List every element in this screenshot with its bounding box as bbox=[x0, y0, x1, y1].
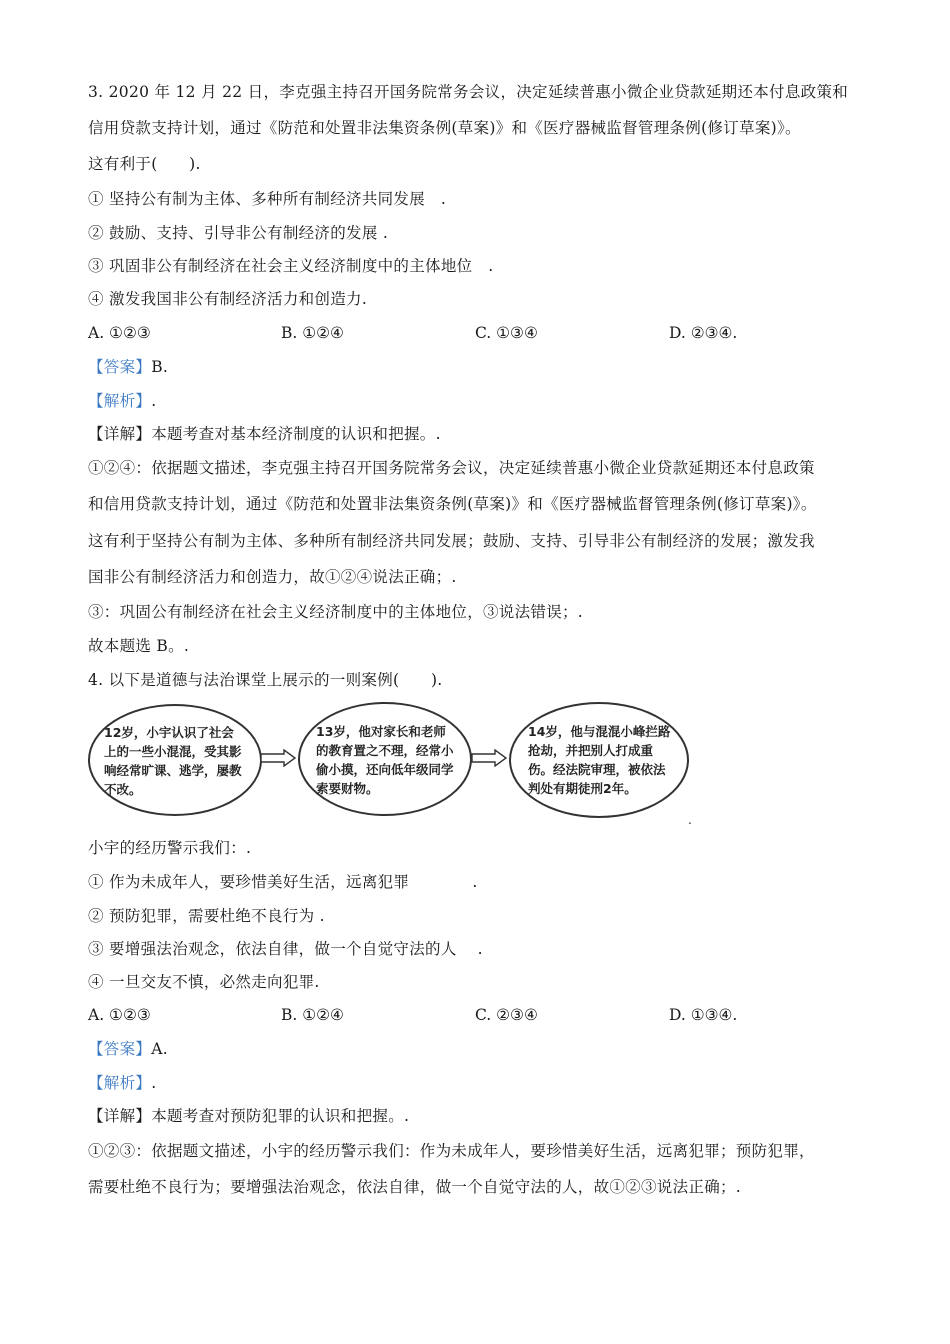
q3-stem-line-2: 信用贷款支持计划，通过《防范和处置非法集资条例(草案)》和《医疗器械监督管理条例(修订草案)》。 bbox=[88, 119, 801, 137]
q3-item-3: ③ 巩固非公有制经济在社会主义经济制度中的主体地位 . bbox=[88, 257, 494, 275]
case-text-age-14: 14岁，他与混混小峰拦路抢劫，并把别人打成重伤。经法院审理，被依法判处有期徒刑2年。 bbox=[528, 724, 671, 796]
q4-option-a: A. ①②③ bbox=[88, 1006, 151, 1024]
q3-analysis bbox=[88, 391, 868, 411]
q4-analysis bbox=[88, 1073, 868, 1093]
q4-detail-first: 本题考查对预防犯罪的认识和把握。. bbox=[151, 1107, 410, 1125]
q3-detail-tag: 【详解】 bbox=[88, 425, 152, 443]
case-text-age-13: 13岁，他对家长和老师的教育置之不理，经常小偷小摸，还向低年级同学索要财物。 bbox=[316, 724, 454, 796]
q3-analysis-tag: 【解析】 bbox=[88, 392, 152, 410]
q4-option-c: C. ②③④ bbox=[475, 1006, 538, 1024]
q3-detail-line-2: 和信用贷款支持计划，通过《防范和处置非法集资条例(草案)》和《医疗器械监督管理条例(修订草案)》。 bbox=[88, 495, 817, 513]
q4-item-1: ① 作为未成年人，要珍惜美好生活，远离犯罪 . bbox=[88, 873, 478, 891]
q4-detail-line-1: ①②③：依据题文描述，小宇的经历警示我们：作为未成年人，要珍惜美好生活，远离犯罪；预防犯罪， bbox=[88, 1142, 815, 1160]
q3-item-1: ① 坚持公有制为主体、多种所有制经济共同发展 . bbox=[88, 190, 447, 208]
q4-analysis-tag: 【解析】 bbox=[88, 1074, 152, 1092]
q4-detail bbox=[88, 1106, 868, 1126]
q4-option-b: B. ①②④ bbox=[281, 1006, 344, 1024]
q4-lead: 小宇的经历警示我们：. bbox=[88, 839, 252, 857]
q3-detail bbox=[88, 424, 868, 444]
q3-detail-line-5: ③：巩固公有制经济在社会主义经济制度中的主体地位，③说法错误；. bbox=[88, 603, 584, 621]
q3-item-2: ② 鼓励、支持、引导非公有制经济的发展 . bbox=[88, 224, 389, 242]
arrow-right-icon bbox=[260, 749, 296, 767]
q3-option-c: C. ①③④ bbox=[475, 324, 538, 342]
q4-option-d: D. ①③④. bbox=[669, 1006, 738, 1024]
q4-item-2: ② 预防犯罪，需要杜绝不良行为 . bbox=[88, 907, 325, 925]
q4-item-4: ④ 一旦交友不慎，必然走向犯罪. bbox=[88, 973, 320, 991]
q3-detail-line-6: 故本题选 B。. bbox=[88, 637, 190, 655]
q4-answer bbox=[88, 1039, 868, 1059]
arrow-right-icon bbox=[471, 749, 507, 767]
q3-answer-value: B. bbox=[151, 358, 169, 376]
q3-option-a: A. ①②③ bbox=[88, 324, 151, 342]
q3-detail-line-4: 国非公有制经济活力和创造力，故①②④说法正确；. bbox=[88, 568, 457, 586]
q3-option-b: B. ①②④ bbox=[281, 324, 344, 342]
q3-detail-first: 本题考查对基本经济制度的认识和把握。. bbox=[151, 425, 441, 443]
q4-detail-line-2: 需要杜绝不良行为；要增强法治观念，依法自律，做一个自觉守法的人，故①②③说法正确；. bbox=[88, 1178, 742, 1196]
q3-stem-line-1: 3. 2020 年 12 月 22 日，李克强主持召开国务院常务会议，决定延续普惠小微企业贷款延期还本付息政策和 bbox=[88, 83, 849, 101]
q4-answer-value: A. bbox=[151, 1040, 168, 1058]
q4-item-3: ③ 要增强法治观念，依法自律，做一个自觉守法的人 . bbox=[88, 940, 483, 958]
q3-detail-line-3: 这有利于坚持公有制为主体、多种所有制经济共同发展；鼓励、支持、引导非公有制经济的发展；激发我 bbox=[88, 532, 815, 550]
q4-answer-tag: 【答案】 bbox=[88, 1040, 152, 1058]
q3-item-4: ④ 激发我国非公有制经济活力和创造力. bbox=[88, 290, 368, 308]
q4-stem: 4. 以下是道德与法治课堂上展示的一则案例( ). bbox=[88, 671, 443, 689]
q4-detail-tag: 【详解】 bbox=[88, 1107, 152, 1125]
figure-trailing-dot: . bbox=[688, 813, 692, 827]
q3-analysis-value: . bbox=[151, 392, 157, 410]
case-flow-figure bbox=[88, 700, 688, 818]
case-text-age-12: 12岁，小宇认识了社会上的一些小混混，受其影响经常旷课、逃学，屡教不改。 bbox=[104, 725, 242, 797]
q3-option-d: D. ②③④. bbox=[669, 324, 738, 342]
q3-answer bbox=[88, 357, 868, 377]
q3-stem-line-3: 这有利于( ). bbox=[88, 155, 201, 173]
q3-answer-tag: 【答案】 bbox=[88, 358, 152, 376]
q4-analysis-value: . bbox=[151, 1074, 157, 1092]
q3-detail-line-1: ①②④：依据题文描述，李克强主持召开国务院常务会议，决定延续普惠小微企业贷款延期还本付息政策 bbox=[88, 459, 815, 477]
